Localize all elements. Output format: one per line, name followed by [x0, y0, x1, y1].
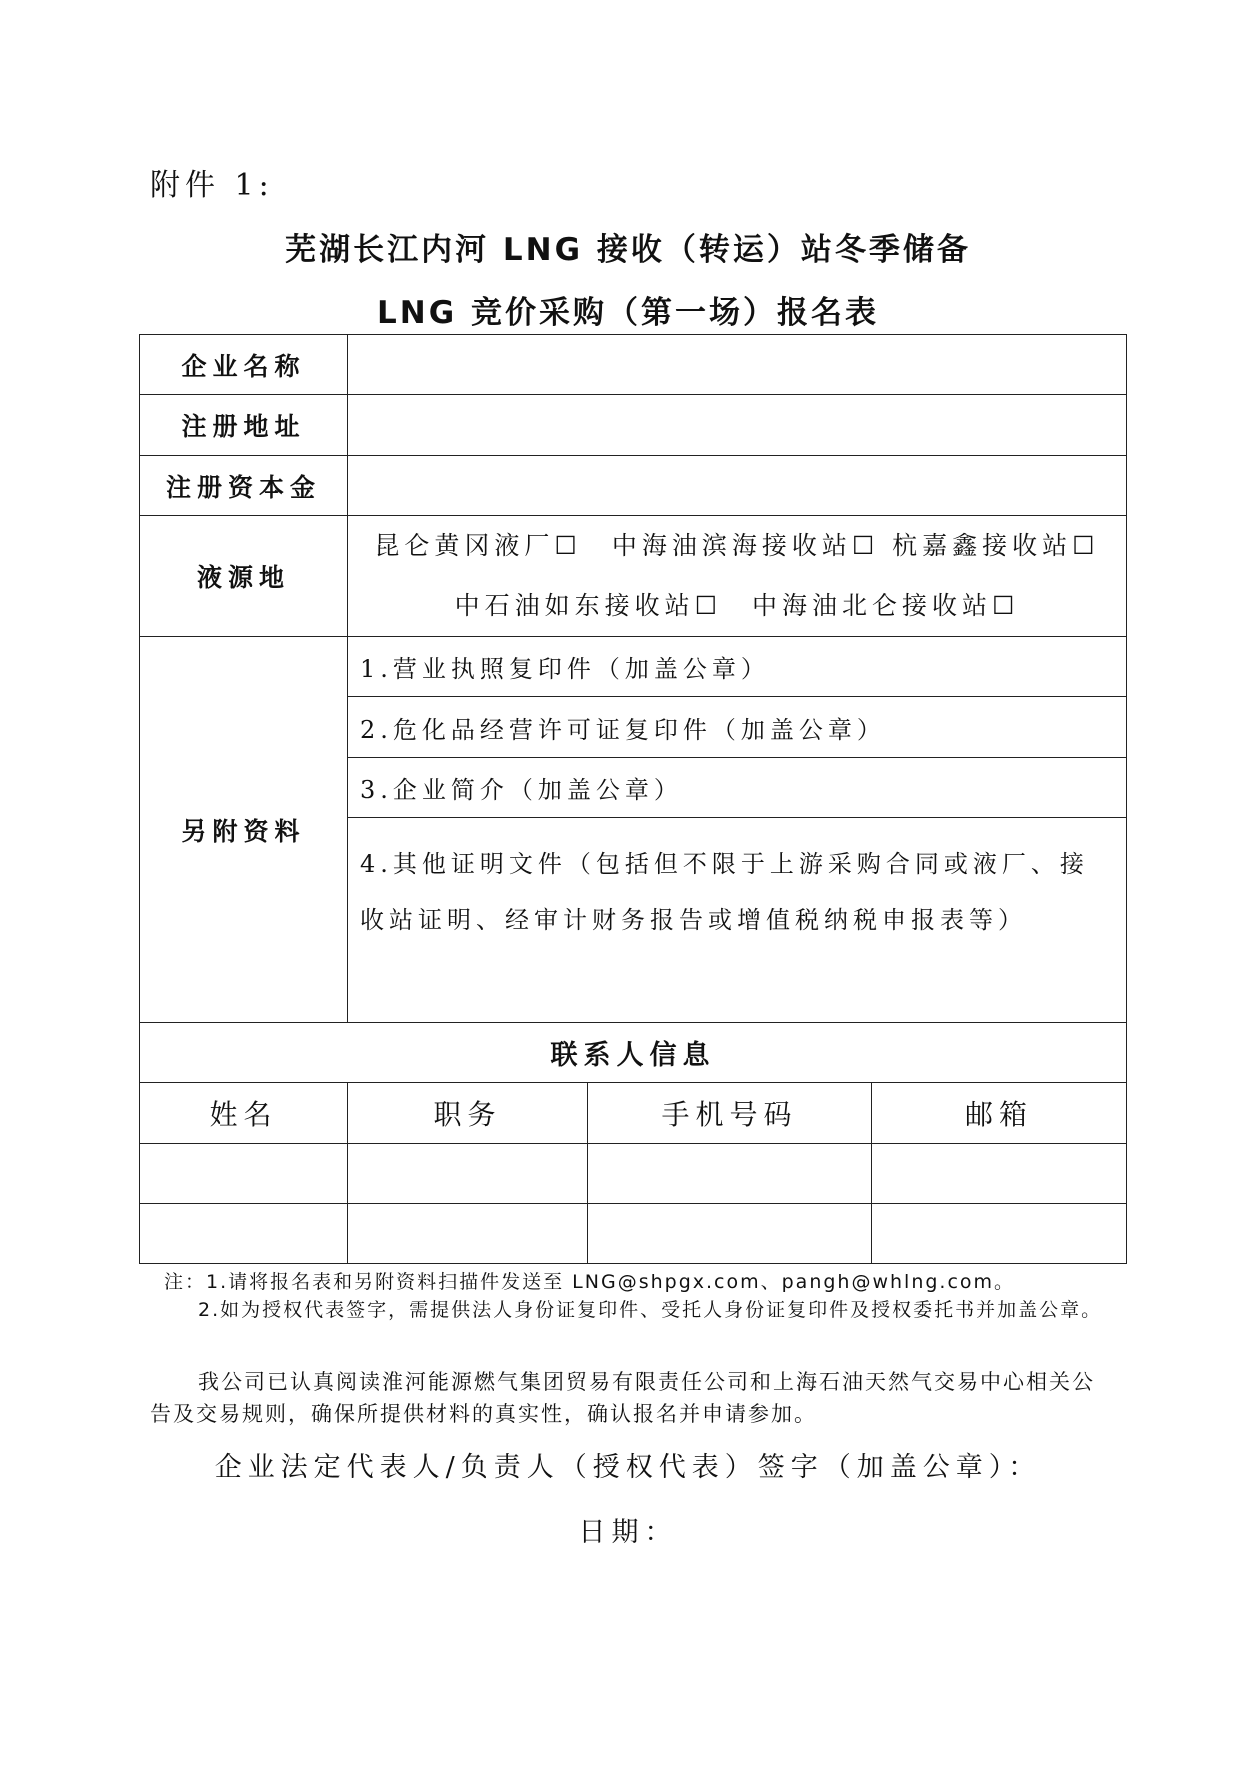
contact-row [140, 1144, 1127, 1204]
attachment-item-3: 3.企业简介（加盖公章） [348, 758, 1127, 818]
contact-position-cell[interactable] [348, 1204, 588, 1264]
col-name-header: 姓名 [140, 1083, 348, 1144]
col-email-header: 邮箱 [872, 1083, 1127, 1144]
contact-phone-cell[interactable] [588, 1144, 872, 1204]
source-options[interactable] [348, 516, 1127, 637]
registration-table [139, 334, 1127, 1264]
form-title-line2: LNG 竞价采购（第一场）报名表 [377, 295, 879, 331]
contact-email-cell[interactable] [872, 1204, 1127, 1264]
col-phone-header: 手机号码 [588, 1083, 872, 1144]
contact-name-cell[interactable] [140, 1204, 348, 1264]
contact-info-header: 联系人信息 [140, 1023, 1127, 1083]
attachment-item-4: 4.其他证明文件（包括但不限于上游采购合同或液厂、接收站证明、经审计财务报告或增值税纳税申报表等） [348, 818, 1127, 1023]
company-name-label: 企业名称 [140, 335, 348, 395]
date-label: 日期： [578, 1517, 678, 1548]
note-1: 注：1.请将报名表和另附资料扫描件发送至 LNG@shpgx.com、pangh@whlng.com。 [164, 1271, 1016, 1293]
source-options-line1[interactable]: 昆仑黄冈液厂☐ 中海油滨海接收站☐ 杭嘉鑫接收站☐ [374, 531, 1100, 560]
source-options-line2[interactable]: 中石油如东接收站☐ 中海油北仑接收站☐ [454, 591, 1020, 620]
attachments-label: 另附资料 [140, 637, 348, 1023]
reg-capital-field[interactable] [348, 456, 1127, 516]
attachment-item-2: 2.危化品经营许可证复印件（加盖公章） [348, 697, 1127, 758]
contact-name-cell[interactable] [140, 1144, 348, 1204]
contact-email-cell[interactable] [872, 1144, 1127, 1204]
form-title-line1: 芜湖长江内河 LNG 接收（转运）站冬季储备 [285, 232, 971, 268]
source-label: 液源地 [140, 516, 348, 637]
contact-phone-cell[interactable] [588, 1204, 872, 1264]
reg-capital-label: 注册资本金 [140, 456, 348, 516]
col-position-header: 职务 [348, 1083, 588, 1144]
company-name-field[interactable] [348, 335, 1127, 395]
attachment-item-1: 1.营业执照复印件（加盖公章） [348, 637, 1127, 697]
reg-address-label: 注册地址 [140, 395, 348, 456]
contact-position-cell[interactable] [348, 1144, 588, 1204]
note-2: 2.如为授权代表签字，需提供法人身份证复印件、受托人身份证复印件及授权委托书并加盖公章。 [198, 1299, 1103, 1321]
contact-row [140, 1204, 1127, 1264]
reg-address-field[interactable] [348, 395, 1127, 456]
attachment-label: 附件 1: [150, 168, 274, 203]
representative-signature-label: 企业法定代表人/负责人（授权代表）签字（加盖公章）： [214, 1452, 1042, 1483]
declaration: 我公司已认真阅读淮河能源燃气集团贸易有限责任公司和上海石油天然气交易中心相关公告及交易规则，确保所提供材料的真实性，确认报名并申请参加。 [150, 1370, 1095, 1426]
